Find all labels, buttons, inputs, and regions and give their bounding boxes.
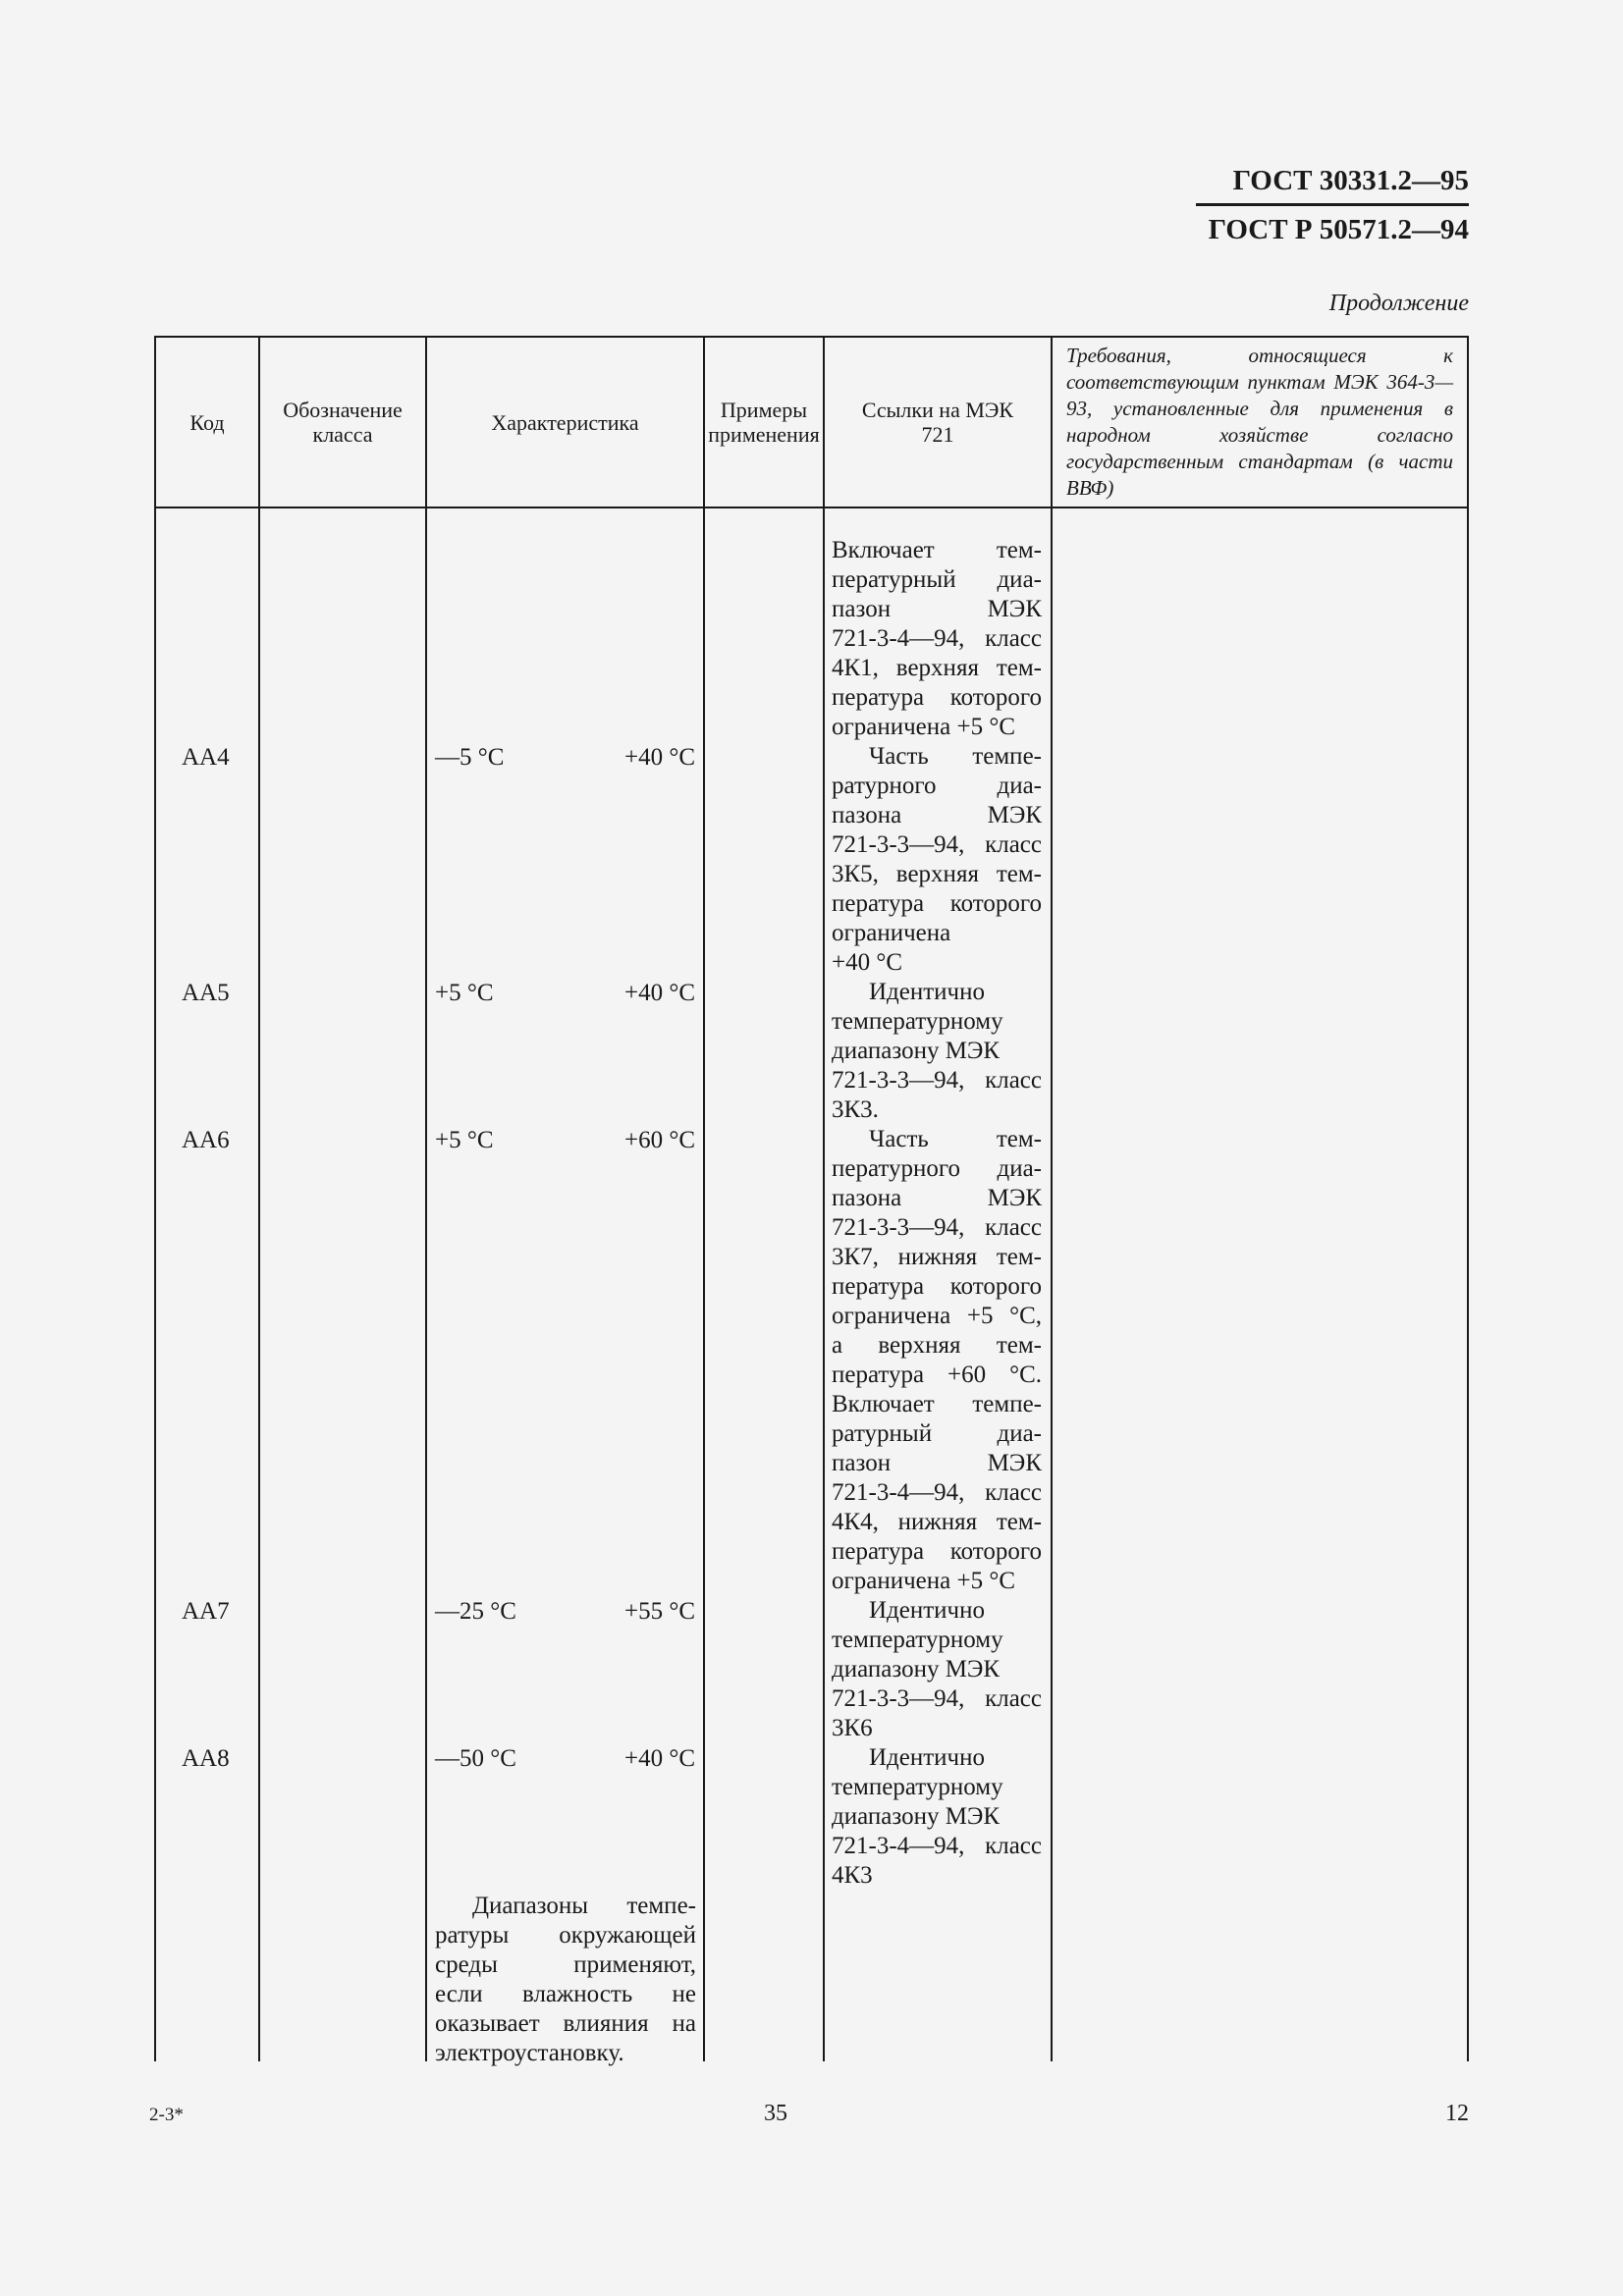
- reference-line: Идентично: [869, 1744, 986, 1771]
- range-max: +60 °C: [623, 1127, 695, 1153]
- row-code: АА5: [182, 980, 230, 1006]
- reference-line: температурному: [832, 1008, 1003, 1035]
- note-line: среды применяют,: [435, 1951, 696, 1978]
- reference-line: 3К7, нижняя тем-: [832, 1244, 1042, 1270]
- reference-line: пература которого: [832, 1273, 1042, 1300]
- reference-line: 3К6: [832, 1715, 873, 1741]
- reference-line: 721-3-3—94, класс: [832, 1067, 1042, 1094]
- reference-line: Идентично: [869, 979, 986, 1005]
- row-code: АА8: [182, 1745, 230, 1772]
- column-divider: [823, 336, 825, 2061]
- standard-number-secondary: ГОСТ Р 50571.2—94: [1208, 214, 1469, 245]
- reference-line: диапазону МЭК: [832, 1803, 1001, 1830]
- reference-line: Включает тем-: [832, 537, 1042, 563]
- reference-line: ограничена +5 °C,: [832, 1303, 1042, 1329]
- column-header-iec-references: Ссылки на МЭК 721: [861, 398, 1014, 447]
- reference-line: температурному: [832, 1774, 1003, 1800]
- row-code: АА7: [182, 1598, 230, 1625]
- column-header-characteristic: Характеристика: [491, 409, 639, 435]
- range-min: +5 °C: [435, 1127, 494, 1153]
- table-border-left: [154, 336, 156, 2061]
- column-header-class: Обозначение класса: [283, 398, 403, 447]
- footer-print-mark: 2-3*: [149, 2105, 184, 2125]
- reference-line: пературный диа-: [832, 566, 1042, 593]
- reference-line: пазон МЭК: [832, 596, 1042, 622]
- range-max: +40 °C: [623, 980, 695, 1006]
- reference-line: ограничена: [832, 920, 951, 946]
- reference-line: 721-3-3—94, класс: [832, 1214, 1042, 1241]
- reference-line: 3К5, верхняя тем-: [832, 861, 1042, 887]
- reference-line: температурному: [832, 1627, 1003, 1653]
- footer-page-number: 12: [1445, 2101, 1469, 2126]
- range-min: —50 °C: [435, 1745, 516, 1772]
- reference-line: Идентично: [869, 1597, 986, 1624]
- range-min: —25 °C: [435, 1598, 516, 1625]
- reference-line: 721-3-4—94, класс: [832, 625, 1042, 652]
- reference-line: пература которого: [832, 684, 1042, 711]
- table-border-right: [1467, 336, 1469, 2061]
- reference-line: пературного диа-: [832, 1155, 1042, 1182]
- reference-line: 721-3-4—94, класс: [832, 1833, 1042, 1859]
- range-max: +55 °C: [623, 1598, 695, 1625]
- column-divider: [1051, 336, 1053, 2061]
- reference-line: 721-3-3—94, класс: [832, 1685, 1042, 1712]
- row-code: АА6: [182, 1127, 230, 1153]
- reference-line: 4К3: [832, 1862, 873, 1889]
- reference-line: 721-3-4—94, класс: [832, 1479, 1042, 1506]
- characteristic-note: [435, 1892, 696, 2068]
- column-divider: [258, 336, 260, 2061]
- range-min: +5 °C: [435, 980, 494, 1006]
- reference-line: Включает темпе-: [832, 1391, 1042, 1417]
- column-divider: [703, 336, 705, 2061]
- range-max: +40 °C: [623, 744, 695, 771]
- header-rule: [1196, 203, 1469, 206]
- reference-line: +40 °C: [832, 949, 903, 976]
- note-line: ратуры окружающей: [435, 1922, 696, 1949]
- range-min: —5 °C: [435, 744, 505, 771]
- reference-line: пазона МЭК: [832, 1185, 1042, 1211]
- column-header-code: Код: [189, 409, 225, 435]
- reference-line: пература которого: [832, 1538, 1042, 1565]
- column-divider: [425, 336, 427, 2061]
- note-line: Диапазоны темпе-: [472, 1893, 696, 1919]
- reference-line: 4К1, верхняя тем-: [832, 655, 1042, 681]
- column-header-examples: Примеры применения: [708, 398, 820, 447]
- note-line: если влажность не: [435, 1981, 696, 2007]
- column-header-requirements: Требования, относящиеся к соответствующим пунктам МЭК 364-3—93, установленные для применения в народном хозяйстве согласно государственным стандартам (в части ВВФ): [1066, 344, 1453, 500]
- row-code: АА4: [182, 744, 230, 771]
- reference-line: Часть темпе-: [869, 743, 1042, 770]
- reference-line: ограничена +5 °C: [832, 1568, 1016, 1594]
- reference-line: ратурного диа-: [832, 773, 1042, 799]
- continuation-label: Продолжение: [1328, 291, 1469, 316]
- reference-line: 3К3.: [832, 1096, 879, 1123]
- reference-line: пазона МЭК: [832, 802, 1042, 828]
- reference-line: пазон МЭК: [832, 1450, 1042, 1476]
- reference-line: 721-3-3—94, класс: [832, 831, 1042, 858]
- reference-line: ограничена +5 °C: [832, 714, 1016, 740]
- table-header-border: [154, 507, 1468, 508]
- reference-line: ратурный диа-: [832, 1420, 1042, 1447]
- standard-number-primary: ГОСТ 30331.2—95: [1232, 165, 1469, 196]
- reference-line: 4К4, нижняя тем-: [832, 1509, 1042, 1535]
- note-line: оказывает влияния на: [435, 2010, 696, 2037]
- footer-center-page-number: 35: [764, 2101, 787, 2126]
- note-line: электроустановку.: [435, 2040, 624, 2066]
- reference-line: а верхняя тем-: [832, 1332, 1042, 1359]
- reference-line: диапазону МЭК: [832, 1656, 1001, 1682]
- reference-line: пература которого: [832, 890, 1042, 917]
- range-max: +40 °C: [623, 1745, 695, 1772]
- reference-line: Часть тем-: [869, 1126, 1042, 1152]
- iec-references-text: [832, 536, 1042, 1891]
- reference-line: пература +60 °C.: [832, 1362, 1042, 1388]
- reference-line: диапазону МЭК: [832, 1038, 1001, 1064]
